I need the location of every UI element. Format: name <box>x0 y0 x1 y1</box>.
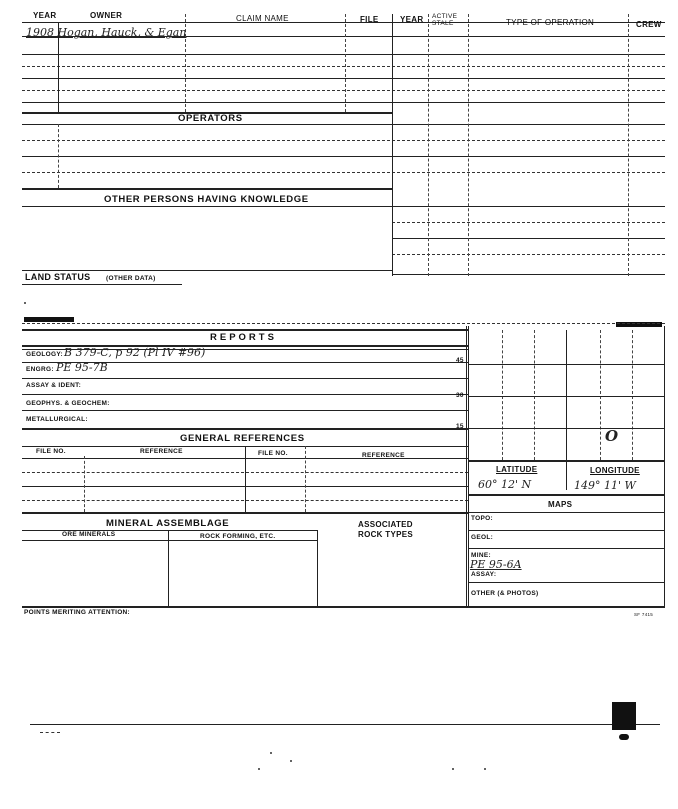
owner-row-line <box>22 66 665 67</box>
operator-col-divider <box>58 124 59 188</box>
registration-block <box>612 702 636 730</box>
maps-row-line <box>468 530 664 531</box>
land-status-top-line <box>22 270 392 271</box>
general-refs-title: GENERAL REFERENCES <box>180 433 305 444</box>
bottom-dash <box>40 732 60 733</box>
row-number-30: 30 <box>456 392 464 399</box>
row-number-45: 45 <box>456 357 464 364</box>
grid-hline <box>468 460 664 462</box>
grid-vline <box>632 330 633 460</box>
col-divider-claim <box>345 14 346 112</box>
other-photos-label: OTHER (& PHOTOS) <box>471 590 539 597</box>
owner-row-line <box>22 54 665 55</box>
speck <box>484 768 486 770</box>
reports-title: REPORTS <box>210 332 277 343</box>
operator-row-line <box>22 140 665 141</box>
geology-value: B 379-C, p 92 (Pl IV #96) <box>64 346 206 359</box>
ore-minerals-label: ORE MINERALS <box>62 531 116 538</box>
geophys-label: GEOPHYS. & GEOCHEM: <box>26 400 110 407</box>
associated-label: ASSOCIATED <box>358 520 413 529</box>
maps-top-line <box>468 494 664 496</box>
latitude-label: LATITUDE <box>496 465 538 474</box>
grid-hline <box>468 428 664 429</box>
topo-label: TOPO: <box>471 515 493 522</box>
right-panel-divider2 <box>466 326 467 608</box>
mine-value: PE 95-6A <box>470 558 522 571</box>
ref-col-divider <box>84 456 85 512</box>
speck <box>258 768 260 770</box>
section-divider <box>22 323 665 324</box>
longitude-value: 149° 11' W <box>574 479 636 492</box>
operators-underline <box>22 124 665 125</box>
geol-label: GEOL: <box>471 534 494 541</box>
col-divider-file <box>392 14 393 276</box>
ref-col-divider <box>245 446 246 512</box>
header-type-of-operation: TYPE OF OPERATION <box>506 18 595 27</box>
col-divider-type <box>628 14 629 276</box>
persons-top-line <box>22 188 392 190</box>
bottom-line <box>30 724 660 725</box>
latitude-value: 60° 12' N <box>478 478 532 491</box>
maps-title: MAPS <box>548 500 573 509</box>
mine-label: MINE: <box>471 552 491 559</box>
grid-hline <box>468 396 664 397</box>
geology-label: GEOLOGY: <box>26 351 63 358</box>
grid-vline <box>566 330 567 490</box>
speck <box>290 760 292 762</box>
general-refs-top-line <box>22 428 468 430</box>
points-top-line <box>22 606 665 608</box>
header-year: YEAR <box>33 11 57 20</box>
operator-row-line <box>22 172 665 173</box>
land-status-label: LAND STATUS <box>25 272 91 282</box>
engrg-label: ENGRG: <box>26 366 54 373</box>
owner-row-line <box>22 102 665 103</box>
right-row-line <box>392 238 665 239</box>
operator-row-line <box>22 156 665 157</box>
persons-underline <box>22 206 665 207</box>
maps-underline <box>468 512 664 513</box>
land-status-sub: (OTHER DATA) <box>106 275 156 282</box>
speck <box>452 768 454 770</box>
header-claim-name: CLAIM NAME <box>236 14 289 23</box>
right-row-line <box>392 222 665 223</box>
grid-mark: O <box>605 427 619 445</box>
owner-row-line <box>22 78 665 79</box>
report-row-line <box>22 410 468 411</box>
assay-label: ASSAY & IDENT: <box>26 382 82 389</box>
header-owner: OWNER <box>90 11 123 20</box>
registration-dot <box>619 734 629 740</box>
assay-map-label: ASSAY: <box>471 571 497 578</box>
right-bottom-line <box>392 274 665 275</box>
right-panel-edge <box>664 326 665 608</box>
speck <box>24 302 26 304</box>
form-number: SF 7415 <box>634 612 654 617</box>
longitude-label: LONGITUDE <box>590 466 640 475</box>
general-refs-reference: REFERENCE <box>140 448 183 455</box>
maps-row-line <box>468 582 664 583</box>
other-persons-label: OTHER PERSONS HAVING KNOWLEDGE <box>104 194 309 205</box>
col-divider-active <box>468 14 469 276</box>
ref-col-divider <box>305 446 306 512</box>
edge-mark <box>24 317 74 322</box>
owner-row-line <box>22 90 665 91</box>
metallurgical-label: METALLURGICAL: <box>26 416 88 423</box>
grid-hline <box>468 364 664 365</box>
points-label: POINTS MERITING ATTENTION: <box>24 609 131 616</box>
mineral-top-line <box>22 512 468 514</box>
header-file: FILE <box>360 15 379 24</box>
grid-vline <box>534 330 535 460</box>
report-row-line <box>22 394 468 395</box>
mineral-col-divider <box>168 530 169 606</box>
general-refs-file-no2: FILE NO. <box>258 450 288 457</box>
maps-row-line <box>468 548 664 549</box>
general-refs-file-no: FILE NO. <box>36 448 66 455</box>
col-divider-year2 <box>428 14 429 276</box>
mineral-title: MINERAL ASSEMBLAGE <box>106 518 230 529</box>
rock-forming-label: ROCK FORMING, ETC. <box>200 533 276 540</box>
row-number-15: 15 <box>456 423 464 430</box>
operators-label: OPERATORS <box>178 113 243 124</box>
report-row-line <box>22 378 468 379</box>
header-year2: YEAR <box>400 15 424 24</box>
header-active-stale: ACTIVE STALE <box>432 13 458 27</box>
right-row-line <box>392 254 665 255</box>
reports-top-line <box>22 329 468 331</box>
general-refs-reference2: REFERENCE <box>362 452 405 459</box>
grid-vline <box>502 330 503 460</box>
engrg-value: PE 95-7B <box>56 361 108 374</box>
grid-vline <box>600 330 601 460</box>
header-crew: CREW <box>636 20 662 29</box>
rock-types-label: ROCK TYPES <box>358 530 414 539</box>
owner-entry: 1908 Hogan, Hauck, & Egan <box>26 26 187 39</box>
land-status-underline <box>22 284 182 285</box>
mineral-col-divider <box>317 530 318 606</box>
speck <box>270 752 272 754</box>
right-panel-divider <box>468 326 469 608</box>
mineral-header-line <box>22 540 317 541</box>
